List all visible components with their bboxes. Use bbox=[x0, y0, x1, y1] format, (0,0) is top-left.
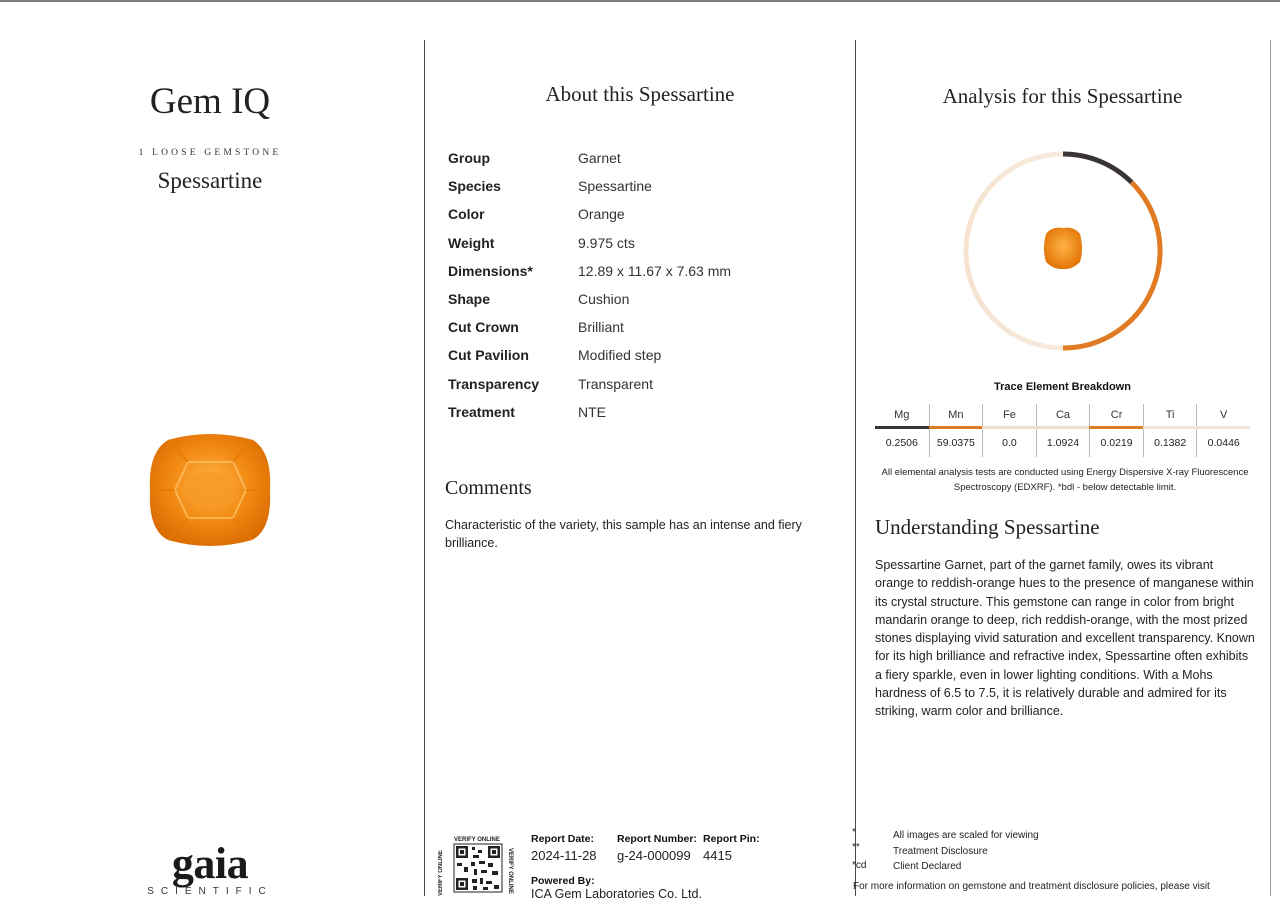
property-row-treatment bbox=[448, 404, 828, 432]
column-divider-left bbox=[424, 40, 425, 896]
element-value: 0.0219 bbox=[1089, 429, 1143, 457]
property-row-dimensions bbox=[448, 263, 828, 291]
property-key: Color bbox=[448, 206, 485, 223]
property-value: Garnet bbox=[578, 150, 621, 166]
property-key: Weight bbox=[448, 234, 495, 251]
property-row-cut-crown bbox=[448, 319, 828, 347]
element-symbol: Ti bbox=[1143, 404, 1197, 426]
property-value: Cushion bbox=[578, 290, 630, 307]
property-key: Dimensions* bbox=[448, 262, 533, 279]
gem-name: Spessartine bbox=[157, 168, 263, 193]
gaia-logo-subtext: SCIENTIFIC bbox=[147, 886, 273, 897]
verify-online-label: VERIFY ONLINE bbox=[454, 837, 500, 843]
property-row-shape bbox=[448, 291, 828, 319]
report-pin-label: Report Pin: bbox=[703, 833, 760, 845]
property-key: Cut Pavilion bbox=[448, 347, 529, 364]
property-row-weight bbox=[448, 235, 828, 263]
property-row-transparency bbox=[448, 376, 828, 404]
report-date-label: Report Date: bbox=[531, 833, 595, 845]
gemstone-photo bbox=[148, 432, 273, 547]
analysis-method-note: All elemental analysis tests are conducted using Energy Dispersive X-ray Fluorescence Spectroscopy (EDXRF). *bdl - below detectable limit. bbox=[881, 467, 1249, 493]
powered-by-label: Powered By: bbox=[531, 875, 595, 887]
report-date-value: 2024-11-28 bbox=[531, 848, 597, 863]
analysis-heading: Analysis for this Spessartine bbox=[942, 84, 1183, 108]
element-value: 1.0924 bbox=[1036, 429, 1090, 457]
property-value: Orange bbox=[578, 206, 625, 223]
element-symbol: Fe bbox=[982, 404, 1036, 426]
comments-heading: Comments bbox=[445, 477, 532, 499]
property-key: Shape bbox=[448, 290, 491, 307]
element-symbol: Mn bbox=[929, 404, 983, 426]
legend-text: Treatment Disclosure bbox=[893, 846, 988, 857]
property-value: 9.975 cts bbox=[578, 234, 635, 251]
column-divider-right bbox=[855, 40, 856, 896]
legend-symbol: *cd bbox=[852, 860, 867, 871]
ring-segment-mn bbox=[1063, 182, 1160, 348]
property-row-species bbox=[448, 178, 828, 206]
property-row-cut-pavilion bbox=[448, 347, 828, 375]
property-key: Cut Crown bbox=[448, 319, 519, 336]
property-key: Transparency bbox=[448, 375, 540, 392]
trace-element-table bbox=[875, 404, 1250, 457]
property-value: Spessartine bbox=[578, 178, 652, 195]
top-border bbox=[0, 0, 1280, 2]
element-symbol: V bbox=[1196, 404, 1250, 426]
element-symbol: Cr bbox=[1089, 404, 1143, 426]
understanding-text: Spessartine Garnet, part of the garnet family, owes its vibrant orange to reddish-orange hues to the presence of manganese within its crystal structure. This gemstone can range in color from bright mandarin orange to deep, rich reddish-orange, with the most prized stones displaying vivid saturation and excellent transparency. Known for its high brilliance and refractive index, Spessartine often exhibits a fiery sparkle, even in lower lighting conditions. With a Mohs hardness of 6.5 to 7.5, it is relatively durable and admired for its striking, warm color and brilliance. bbox=[875, 558, 1255, 719]
element-value: 59.0375 bbox=[929, 429, 983, 457]
property-key: Species bbox=[448, 178, 501, 195]
property-value: NTE bbox=[578, 403, 606, 420]
element-value: 0.0 bbox=[982, 429, 1036, 457]
powered-by-value: ICA Gem Laboratories Co. Ltd. bbox=[531, 887, 702, 901]
property-key: Group bbox=[448, 150, 490, 166]
composition-ring bbox=[962, 150, 1164, 352]
page-edge bbox=[1270, 40, 1271, 896]
element-value: 0.0446 bbox=[1196, 429, 1250, 457]
report-number-label: Report Number: bbox=[617, 833, 697, 845]
element-value: 0.1382 bbox=[1143, 429, 1197, 457]
report-number-value: g-24-000099 bbox=[617, 848, 691, 863]
verify-online-side-left: VERIFY ONLINE bbox=[438, 850, 444, 896]
properties-table bbox=[448, 150, 828, 432]
property-value: 12.89 x 11.67 x 7.63 mm bbox=[578, 262, 732, 279]
understanding-heading: Understanding Spessartine bbox=[875, 515, 1100, 539]
property-value: Modified step bbox=[578, 347, 662, 364]
legend-symbol: ** bbox=[852, 842, 860, 853]
property-value: Brilliant bbox=[578, 319, 624, 336]
element-symbol: Ca bbox=[1036, 404, 1090, 426]
comments-text: Characteristic of the variety, this sample has an intense and fiery brilliance. bbox=[445, 518, 802, 550]
about-heading: About this Spessartine bbox=[545, 82, 735, 106]
element-value: 0.2506 bbox=[885, 437, 918, 449]
legend-text: Client Declared bbox=[893, 861, 962, 872]
property-row-color bbox=[448, 206, 828, 234]
more-info-text: For more information on gemstone and treatment disclosure policies, please visit bbox=[853, 881, 1210, 892]
legend-symbol: * bbox=[852, 827, 856, 838]
element-symbol: Mg bbox=[894, 409, 910, 421]
report-pin-value: 4415 bbox=[703, 848, 732, 863]
property-row-group bbox=[448, 150, 828, 178]
legend-text: All images are scaled for viewing bbox=[893, 830, 1039, 841]
gemstone-thumbnail bbox=[1044, 228, 1082, 270]
gemstone-count-label: 1 LOOSE GEMSTONE bbox=[138, 148, 282, 158]
trace-element-title: Trace Element Breakdown bbox=[994, 381, 1131, 393]
property-value: Transparent bbox=[578, 375, 653, 392]
brand-title: Gem IQ bbox=[149, 81, 271, 122]
ring-segment-mg bbox=[1063, 154, 1132, 182]
property-key: Treatment bbox=[448, 403, 515, 420]
verify-online-side-right: VERIFY ONLINE bbox=[507, 848, 513, 894]
gaia-logo: gaia bbox=[171, 839, 249, 888]
